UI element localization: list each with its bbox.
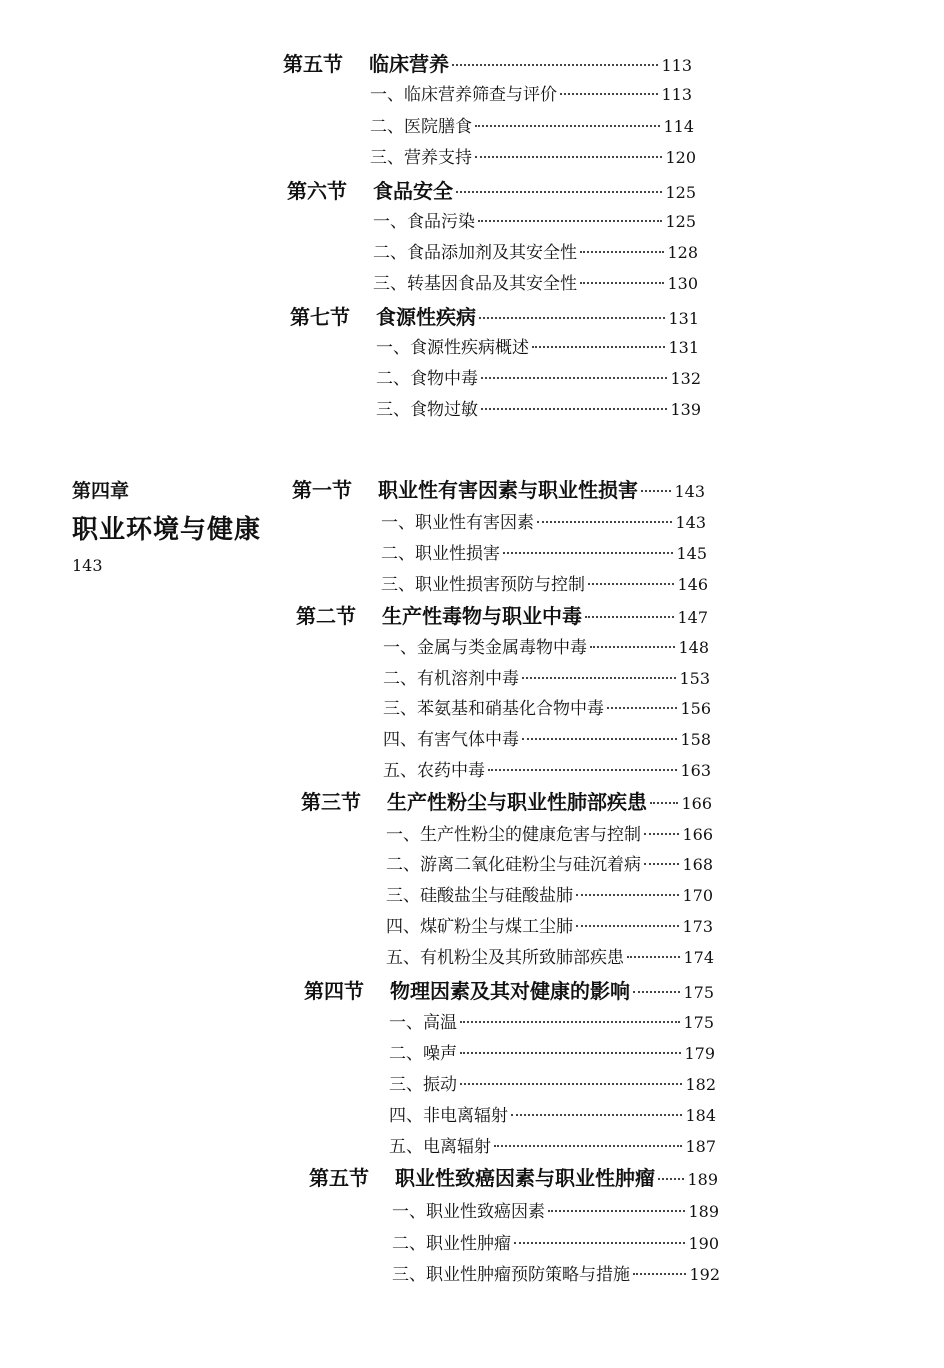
item-title: 三、职业性肿瘤预防策略与措施	[392, 1265, 630, 1285]
page-number: 130	[667, 274, 698, 293]
toc-section-label	[283, 48, 449, 77]
toc-item	[383, 664, 710, 689]
dot-leader	[576, 925, 679, 927]
dot-leader	[481, 377, 667, 379]
item-title: 二、职业性肿瘤	[392, 1234, 511, 1254]
item-title: 一、临床营养筛查与评价	[370, 85, 557, 105]
dot-leader	[479, 317, 665, 319]
dot-leader	[588, 583, 674, 585]
dot-leader	[633, 1273, 686, 1275]
dot-leader	[522, 738, 677, 740]
page-number: 125	[665, 183, 696, 202]
dot-leader	[580, 251, 664, 253]
item-title: 二、食物中毒	[376, 369, 478, 389]
page-number: 131	[668, 338, 699, 357]
dot-leader	[503, 552, 673, 554]
toc-section	[283, 48, 692, 77]
page-number: 166	[681, 794, 712, 813]
page-number: 158	[680, 730, 711, 749]
item-title: 四、有害气体中毒	[383, 730, 519, 750]
item-title: 一、食源性疾病概述	[376, 338, 529, 358]
dot-leader	[494, 1145, 682, 1147]
dot-leader	[644, 863, 679, 865]
dot-leader	[452, 64, 658, 66]
dot-leader	[481, 408, 667, 410]
item-title: 一、食品污染	[373, 212, 475, 232]
item-title: 五、有机粉尘及其所致肺部疾患	[386, 948, 624, 968]
page-number: 182	[685, 1075, 716, 1094]
dot-leader	[460, 1021, 680, 1023]
item-title: 一、职业性致癌因素	[392, 1202, 545, 1222]
dot-leader	[548, 1210, 685, 1212]
dot-leader	[580, 282, 664, 284]
item-title: 三、苯氨基和硝基化合物中毒	[383, 699, 604, 719]
section-title: 生产性粉尘与职业性肺部疾患	[387, 790, 647, 814]
toc-item	[383, 694, 711, 719]
item-title: 一、生产性粉尘的健康危害与控制	[386, 825, 641, 845]
chapter-title: 职业环境与健康	[72, 515, 262, 545]
page-number: 174	[683, 948, 714, 967]
toc-item	[392, 1229, 719, 1254]
page-number: 114	[663, 117, 694, 136]
chapter-page-number: 143	[72, 556, 103, 575]
toc-section-label	[290, 301, 476, 330]
dot-leader	[488, 769, 677, 771]
page-number: 179	[684, 1044, 715, 1063]
section-number: 第四节	[304, 979, 364, 1003]
dot-leader	[585, 616, 674, 618]
section-title: 生产性毒物与职业中毒	[382, 604, 582, 628]
item-title: 三、营养支持	[370, 148, 472, 168]
toc-item	[381, 539, 707, 564]
toc-item	[370, 80, 692, 105]
toc-item	[383, 633, 709, 658]
page-number: 147	[677, 608, 708, 627]
item-title: 三、振动	[389, 1075, 457, 1095]
toc-item	[376, 395, 701, 420]
toc-item	[373, 269, 698, 294]
item-title: 一、职业性有害因素	[381, 513, 534, 533]
section-title: 临床营养	[369, 52, 449, 76]
toc-item	[386, 943, 714, 968]
item-title: 三、转基因食品及其安全性	[373, 274, 577, 294]
dot-leader	[475, 156, 662, 158]
item-title: 二、游离二氧化硅粉尘与硅沉着病	[386, 855, 641, 875]
item-title: 三、硅酸盐尘与硅酸盐肺	[386, 886, 573, 906]
section-number: 第三节	[301, 790, 361, 814]
toc-item	[373, 207, 696, 232]
toc-section	[287, 175, 696, 204]
dot-leader	[475, 125, 660, 127]
page-number: 131	[668, 309, 699, 328]
toc-item	[389, 1101, 716, 1126]
item-title: 一、金属与类金属毒物中毒	[383, 638, 587, 658]
section-number: 第五节	[283, 52, 343, 76]
toc-section	[309, 1162, 718, 1191]
toc-section	[292, 474, 705, 503]
dot-leader	[627, 956, 680, 958]
page-number: 175	[683, 983, 714, 1002]
toc-item	[386, 881, 713, 906]
page-number: 143	[674, 482, 705, 501]
page-number: 168	[682, 855, 713, 874]
toc-item	[373, 238, 698, 263]
page-number: 189	[687, 1170, 718, 1189]
item-title: 三、职业性损害预防与控制	[381, 575, 585, 595]
toc-section-label	[287, 175, 453, 204]
section-title: 食源性疾病	[376, 305, 476, 329]
dot-leader	[514, 1242, 685, 1244]
page-number: 146	[677, 575, 708, 594]
page-number: 132	[670, 369, 701, 388]
page-number: 166	[682, 825, 713, 844]
dot-leader	[478, 220, 662, 222]
toc-item	[386, 820, 713, 845]
page-number: 113	[661, 85, 692, 104]
toc-section	[296, 600, 708, 629]
toc-item	[376, 364, 701, 389]
item-title: 五、电离辐射	[389, 1137, 491, 1157]
page-number: 190	[688, 1234, 719, 1253]
item-title: 二、职业性损害	[381, 544, 500, 564]
dot-leader	[607, 707, 677, 709]
page-number: 153	[679, 669, 710, 688]
toc-section-label	[292, 474, 638, 503]
toc-item	[376, 333, 699, 358]
toc-item	[392, 1260, 720, 1285]
dot-leader	[460, 1083, 682, 1085]
item-title: 二、噪声	[389, 1044, 457, 1064]
page-number: 187	[685, 1137, 716, 1156]
dot-leader	[532, 346, 665, 348]
page-number: 156	[680, 699, 711, 718]
item-title: 一、高温	[389, 1013, 457, 1033]
dot-leader	[658, 1178, 684, 1180]
page-number: 170	[682, 886, 713, 905]
item-title: 四、非电离辐射	[389, 1106, 508, 1126]
toc-section-label	[301, 786, 647, 815]
toc-item	[386, 912, 713, 937]
toc-item	[389, 1039, 715, 1064]
toc-item	[389, 1132, 716, 1157]
page-number: 184	[685, 1106, 716, 1125]
section-title: 物理因素及其对健康的影响	[390, 979, 630, 1003]
dot-leader	[641, 490, 671, 492]
page-number: 120	[665, 148, 696, 167]
dot-leader	[460, 1052, 681, 1054]
item-title: 二、有机溶剂中毒	[383, 669, 519, 689]
toc-item	[381, 570, 708, 595]
dot-leader	[456, 191, 662, 193]
toc-section-label	[304, 975, 630, 1004]
section-number: 第二节	[296, 604, 356, 628]
page-number: 143	[675, 513, 706, 532]
page-number: 145	[676, 544, 707, 563]
toc-item	[392, 1197, 719, 1222]
item-title: 三、食物过敏	[376, 400, 478, 420]
toc-item	[383, 725, 711, 750]
item-title: 四、煤矿粉尘与煤工尘肺	[386, 917, 573, 937]
toc-section-label	[296, 600, 582, 629]
dot-leader	[537, 521, 672, 523]
page-number: 175	[683, 1013, 714, 1032]
toc-item	[381, 508, 706, 533]
page-number: 113	[661, 56, 692, 75]
dot-leader	[633, 991, 680, 993]
page-number: 173	[682, 917, 713, 936]
toc-item	[370, 112, 694, 137]
dot-leader	[576, 894, 679, 896]
dot-leader	[644, 833, 679, 835]
dot-leader	[522, 677, 676, 679]
toc-section	[290, 301, 699, 330]
toc-item	[389, 1008, 714, 1033]
toc-item	[386, 850, 713, 875]
page-number: 163	[680, 761, 711, 780]
toc-section	[301, 786, 712, 815]
page-number: 192	[689, 1265, 720, 1284]
page-number: 148	[678, 638, 709, 657]
page-number: 139	[670, 400, 701, 419]
toc-item	[389, 1070, 716, 1095]
item-title: 五、农药中毒	[383, 761, 485, 781]
chapter-number: 第四章	[72, 480, 130, 502]
section-title: 食品安全	[373, 179, 453, 203]
toc-item	[370, 143, 696, 168]
page-number: 189	[688, 1202, 719, 1221]
item-title: 二、食品添加剂及其安全性	[373, 243, 577, 263]
section-title: 职业性致癌因素与职业性肿瘤	[395, 1166, 655, 1190]
page-number: 125	[665, 212, 696, 231]
toc-item	[383, 756, 711, 781]
item-title: 二、医院膳食	[370, 117, 472, 137]
chapter-heading	[72, 476, 261, 575]
toc-section	[304, 975, 714, 1004]
page-number: 128	[667, 243, 698, 262]
section-number: 第一节	[292, 478, 352, 502]
dot-leader	[560, 93, 658, 95]
dot-leader	[650, 802, 678, 804]
dot-leader	[590, 646, 675, 648]
section-number: 第五节	[309, 1166, 369, 1190]
section-number: 第六节	[287, 179, 347, 203]
section-title: 职业性有害因素与职业性损害	[378, 478, 638, 502]
toc-section-label	[309, 1162, 655, 1191]
dot-leader	[511, 1114, 682, 1116]
section-number: 第七节	[290, 305, 350, 329]
